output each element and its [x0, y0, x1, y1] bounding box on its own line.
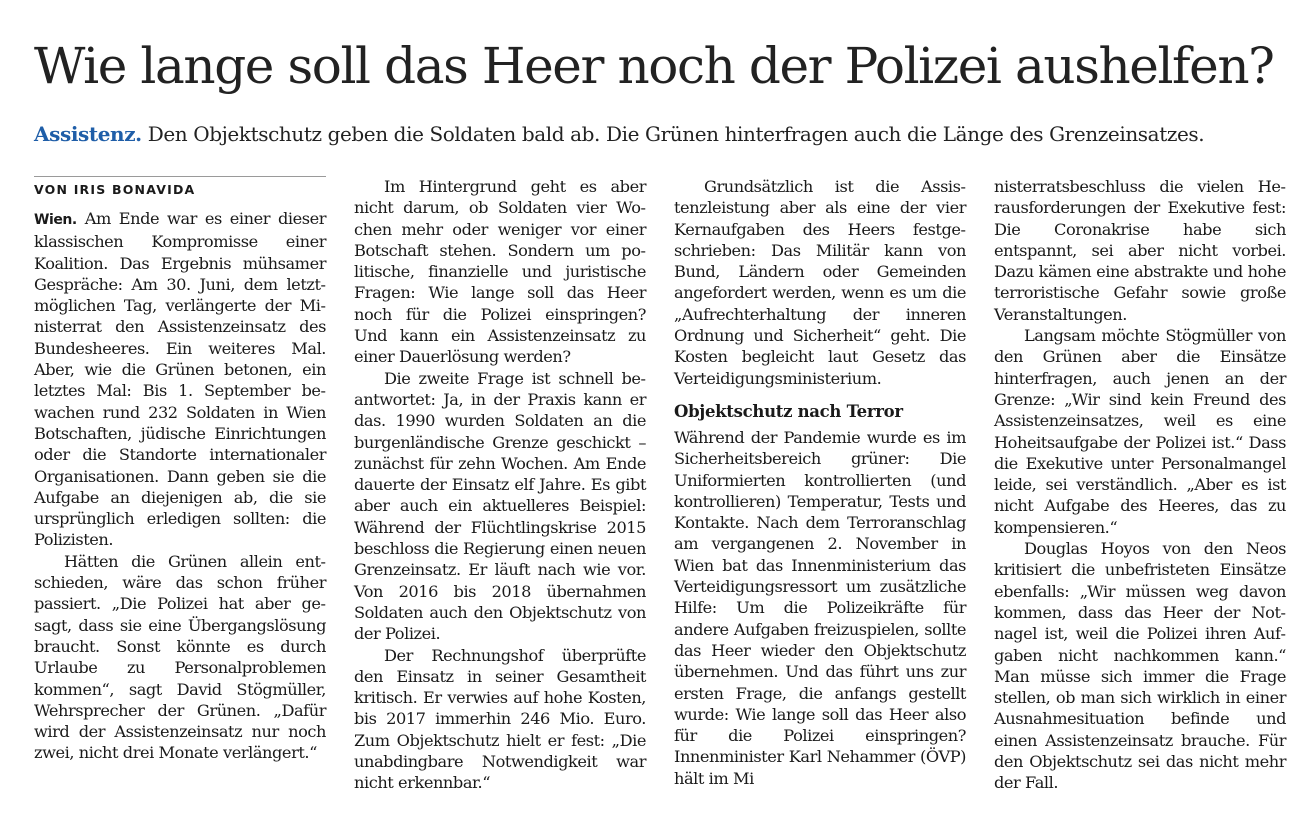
byline: VON IRIS BONAVIDA	[34, 182, 196, 197]
subline-text: Den Objektschutz geben die Soldaten bald ab. Die Grünen hinterfragen auch die Länge des Grenzeinsatzes.	[147, 122, 1205, 146]
subheading: Objektschutz nach Terror	[674, 401, 903, 421]
paragraph: Hätten die Grünen allein entschieden, wäre das schon früher passiert. „Die Polizei hat aber gesagt, dass sie eine Übergangslösung braucht. Sonst könnte es durch Urlaube zu Personalproblemen kommen“, sagt David Stögmüller, Wehrsprecher der Grünen. „Dafür wird der Assistenzeinsatz nur noch zwei, nicht drei Monate verlängert.“	[34, 551, 326, 763]
subline-kicker: Assistenz.	[34, 122, 142, 146]
paragraph: Im Hintergrund geht es aber nicht darum, ob Soldaten vier Wochen mehr oder weniger vor einer Botschaft stehen. Sondern um politische, finanzielle und juristische Fragen: Wie lange soll das Heer noch für die Polizei einspringen? Und kann ein Assistenzeinsatz zu einer Dauerlösung werden?	[354, 177, 646, 367]
subline	[34, 118, 1284, 150]
paragraph: Der Rechnungshof überprüfte den Einsatz in seiner Gesamtheit kritisch. Er verwies auf hohe Kosten, bis 2017 immerhin 246 Mio. Euro. Zum Objektschutz hielt er fest: „Die unabdingbare Notwendigkeit war nicht erkennbar.“	[354, 645, 646, 793]
headline: Wie lange soll das Heer noch der Polizei aushelfen?	[34, 37, 1274, 95]
article-columns	[34, 176, 1286, 826]
byline-rule	[34, 176, 326, 177]
paragraph: Die zweite Frage ist schnell beantwortet: Ja, in der Praxis kann er das. 1990 wurden Soldaten an die burgenländische Grenze geschickt – zunächst für zehn Wochen. Am Ende dauerte der Einsatz elf Jahre. Es gibt aber auch ein aktuelleres Beispiel: Während der Flüchtlingskrise 2015 beschloss die Regierung einen neuen Grenzeinsatz. Er läuft nach wie vor. Von 2016 bis 2018 übernahmen Soldaten auch den Objektschutz von der Polizei.	[354, 368, 646, 644]
paragraph: nisterratsbeschluss die vielen Herausforderungen der Exekutive fest: Die Coronakrise habe sich entspannt, sei aber nicht vorbei. Dazu kämen eine abstrakte und hohe terroristische Gefahr sowie große Veranstaltungen.	[994, 177, 1286, 324]
column-1	[34, 176, 326, 764]
column-3	[674, 176, 966, 789]
column-2	[354, 176, 646, 794]
column-4	[994, 176, 1286, 794]
paragraph: Grundsätzlich ist die Assistenzleistung aber als eine der vier Kernaufgaben des Heers festgeschrieben: Das Militär kann von Bund, Ländern oder Gemeinden angefordert werden, wenn es um die „Aufrechterhaltung der inneren Ordnung und Sicherheit“ geht. Die Kosten begleicht laut Gesetz das Verteidigungsministerium.	[674, 177, 966, 388]
paragraph: Douglas Hoyos von den Neos kritisiert die unbefristeten Einsätze ebenfalls: „Wir müssen weg davon kommen, dass das Heer der Notnagel ist, weil die Polizei ihren Aufgaben nicht nachkommen kann.“ Man müsse sich immer die Frage stellen, ob man sich wirklich in einer Ausnahmesituation befinde und einen Assistenzeinsatz brauche. Für den Objektschutz sei das nicht mehr der Fall.	[994, 539, 1286, 793]
paragraph	[34, 208, 326, 551]
paragraph-text: Am Ende war es einer dieser klassischen Kompromisse einer Koalition. Das Ergebnis mühsamer Gespräche: Am 30. Juni, dem letztmöglichen Tag, verlängerte der Ministerrat den Assistenzeinsatz des Bundesheeres. Ein weiteres Mal. Aber, wie die Grünen betonen, ein letztes Mal: Bis 1. September bewachen rund 232 Soldaten in Wien Botschaften, jüdische Einrichtungen oder die Standorte internationaler Organisationen. Dann geben sie die Aufgabe an diejenigen ab, die sie ursprünglich erledigen sollten: die Polizisten.	[34, 209, 326, 550]
dateline: Wien.	[34, 212, 77, 228]
paragraph: Langsam möchte Stögmüller von den Grünen aber die Einsätze hinterfragen, auch jenen an der Grenze: „Wir sind kein Freund des Assistenzeinsatzes, weil es eine Hoheitsaufgabe der Polizei ist.“ Dass die Exekutive unter Personalmangel leide, sei verständlich. „Aber es ist nicht Aufgabe des Heeres, das zu kompensieren.“	[994, 326, 1286, 537]
paragraph: Während der Pandemie wurde es im Sicherheitsbereich grüner: Die Uniformierten kontrollierten (und kontrollieren) Temperatur, Tests und Kontakte. Nach dem Terroranschlag am vergangenen 2. November in Wien bat das Innenministerium das Verteidigungsressort um zusätzliche Hilfe: Um die Polizeikräfte für andere Aufgaben freizuspielen, sollte das Heer wieder den Objektschutz übernehmen. Und das führt uns zur ersten Frage, die anfangs gestellt wurde: Wie lange soll das Heer also für die Polizei einspringen? Innenminister Karl Nehammer (ÖVP) hält im Mi	[674, 427, 966, 788]
